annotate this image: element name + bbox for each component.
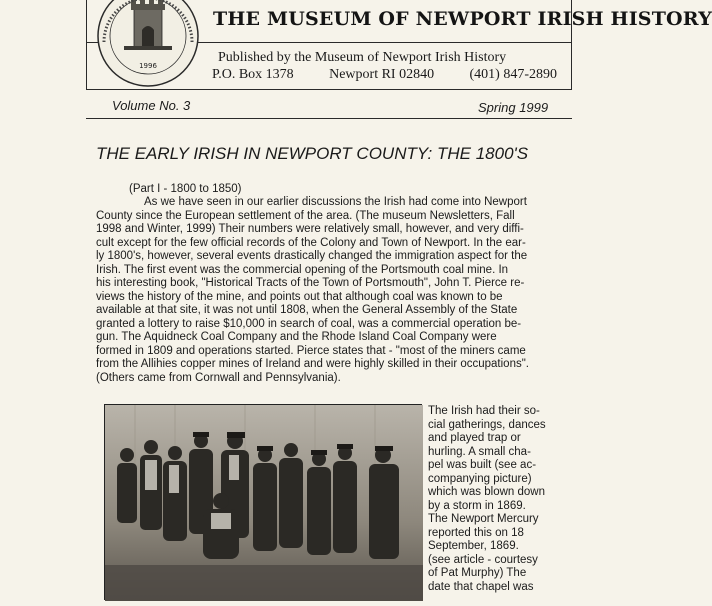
body-line: gun. The Aquidneck Coal Company and the Rhode Island Coal Company were [96,331,497,343]
side-line: September, 1869. [428,540,519,552]
phone-number: (401) 847-2890 [469,67,557,82]
side-line: reported this on 18 [428,526,524,539]
body-line: 1998 and Winter, 1999) Their numbers were relatively small, however, and very diffi- [96,223,524,235]
po-box: P.O. Box 1378 [212,67,294,82]
side-line: and played trap or [428,432,521,444]
article-body [96,196,566,385]
body-line: As we have seen in our earlier discussions the Irish had come into Newport [144,196,527,208]
body-line: ly 1800's, however, several events drastically changed the immigration aspect for the [96,250,528,262]
side-line: which was blown down [428,486,545,498]
side-line: pel was built (see ac- [428,459,537,471]
body-line: formed in 1809 and operations started. Pierce states that - "most of the miners came [96,344,526,357]
body-line: granted a lottery to raise $10,000 in search of coal, was a commercial operation be- [96,317,522,330]
side-line: hurling. A small cha- [428,445,531,458]
side-line: cial gatherings, dances [428,418,546,431]
castle-tower-seal-icon [84,0,212,88]
side-line: The Irish had their so- [428,405,540,417]
article-part-label: (Part I - 1800 to 1850) [129,183,242,195]
side-line: The Newport Mercury [428,513,539,525]
body-line: County since the European settlement of the area. (The museum Newsletters, Fall [96,209,515,222]
side-line: by a storm in 1869. [428,499,526,512]
body-line: Irish. The first event was the commercial opening of the Portsmouth coal mine. In [96,263,509,276]
side-line: of Pat Murphy) The [428,567,527,579]
issue-season: Spring 1999 [478,100,549,115]
city-zip: Newport RI 02840 [329,67,435,82]
issue-rule [86,118,572,119]
side-line: companying picture) [428,472,532,485]
article-headline: THE EARLY IRISH IN NEWPORT COUNTY: THE 1800'S [96,144,529,163]
body-line: (Others came from Cornwall and Pennsylvania). [96,371,341,384]
group-of-miners-photo [104,404,422,600]
body-line: his interesting book, "Historical Tracts of the Town of Portsmouth", John T. Pierce re- [96,277,525,289]
masthead-title: THE MUSEUM OF NEWPORT IRISH HISTORY [213,8,712,30]
side-line: date that chapel was [428,580,534,593]
body-line: from the Allihies copper mines of Ireland and were highly skilled in their occupations". [96,358,530,370]
side-column [428,405,578,594]
body-line: views the history of the mine, and points out that although coal was known to be [96,290,503,303]
body-line: cult except for the few official records of the Colony and Town of Newport. In the ear- [96,236,526,249]
publisher-line: Published by the Museum of Newport Irish History [218,50,507,65]
seal-year: 1996 [139,62,157,70]
side-line: (see article - courtesy [428,553,538,566]
volume-number: Volume No. 3 [112,98,191,113]
address-line [212,67,557,83]
miners-photo-illustration [105,405,423,601]
body-line: available at that site, it was not until 1808, when the General Assembly of the State [96,304,518,316]
